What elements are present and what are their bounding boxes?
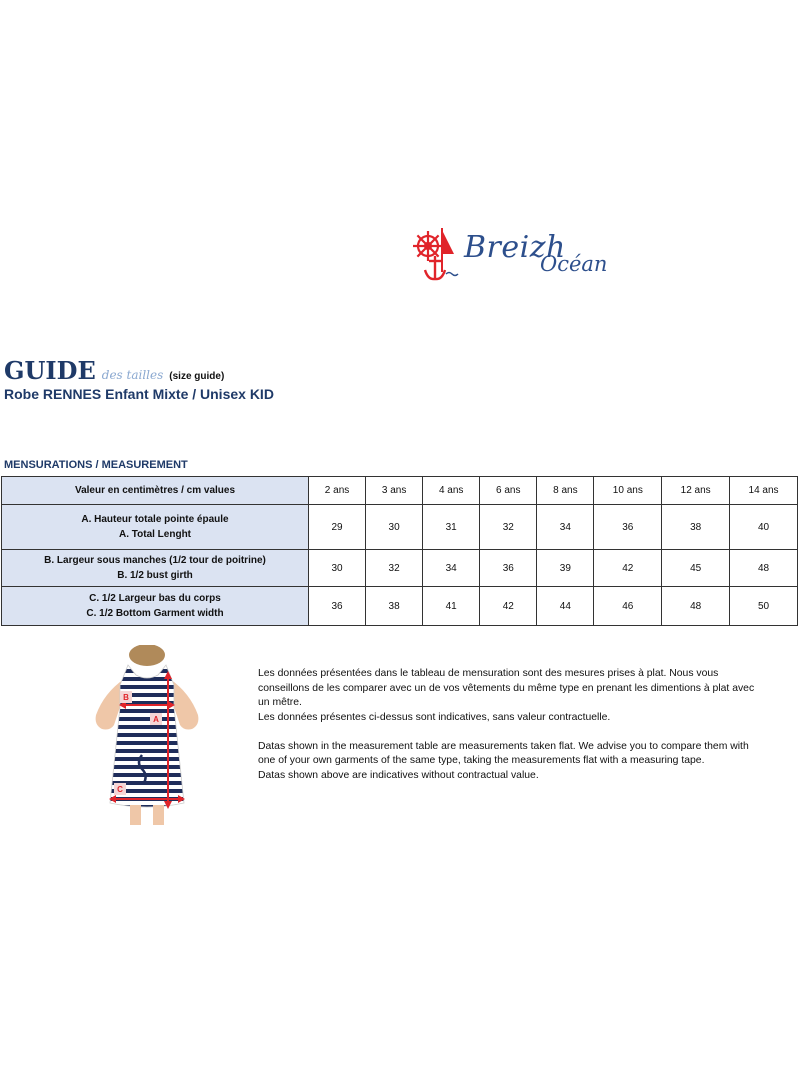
table-cell: 48 bbox=[662, 587, 730, 626]
table-cell: 41 bbox=[423, 587, 480, 626]
table-cell: 50 bbox=[730, 587, 798, 626]
table-cell: 29 bbox=[309, 505, 366, 550]
table-cell: 32 bbox=[480, 505, 537, 550]
note-en-2: Datas shown above are indicatives without contractual value. bbox=[258, 769, 539, 781]
table-row bbox=[2, 550, 798, 587]
table-cell: 34 bbox=[423, 550, 480, 587]
row-label bbox=[2, 505, 309, 550]
row-label bbox=[2, 587, 309, 626]
marker-c: C bbox=[117, 785, 123, 794]
table-cell: 42 bbox=[594, 550, 662, 587]
table-cell: 45 bbox=[662, 550, 730, 587]
row-label-fr: C. 1/2 Largeur bas du corps bbox=[89, 593, 221, 604]
table-cell: 42 bbox=[480, 587, 537, 626]
table-cell: 30 bbox=[366, 505, 423, 550]
guide-heading bbox=[4, 356, 224, 385]
row-label-en: C. 1/2 Bottom Garment width bbox=[86, 608, 224, 619]
hair-shape bbox=[129, 645, 165, 666]
table-cell: 40 bbox=[730, 505, 798, 550]
measurement-table bbox=[1, 476, 798, 626]
section-title: MENSURATIONS / MEASUREMENT bbox=[4, 459, 188, 471]
guide-title: GUIDE bbox=[4, 356, 96, 385]
table-cell: 31 bbox=[423, 505, 480, 550]
product-title: Robe RENNES Enfant Mixte / Unisex KID bbox=[4, 386, 274, 402]
size-header: 10 ans bbox=[594, 477, 662, 505]
row-label-en: A. Total Lenght bbox=[118, 529, 192, 540]
guide-subtitle: des tailles bbox=[101, 368, 164, 382]
table-cell: 32 bbox=[366, 550, 423, 587]
marker-b: B bbox=[123, 693, 129, 702]
brand-name-part1: Breizh bbox=[464, 230, 566, 265]
leg-shape bbox=[153, 805, 164, 825]
table-cell: 38 bbox=[662, 505, 730, 550]
brand-logo bbox=[408, 224, 628, 294]
table-cell: 34 bbox=[537, 505, 594, 550]
note-fr-1: Les données présentées dans le tableau de mensuration sont des mesures prises à plat. Nous vous conseillons de les comparer avec un de vos vêtements du même type en prenant les dimentions à plat avec un mêtre. bbox=[258, 668, 755, 708]
table-row bbox=[2, 505, 798, 550]
table-cell: 39 bbox=[537, 550, 594, 587]
row-label bbox=[2, 550, 309, 587]
size-header: 8 ans bbox=[537, 477, 594, 505]
dress-illustration bbox=[90, 645, 205, 825]
table-cell: 36 bbox=[309, 587, 366, 626]
leg-shape bbox=[130, 805, 141, 825]
dress-measurement-figure bbox=[90, 645, 205, 825]
size-header: 4 ans bbox=[423, 477, 480, 505]
size-header: 6 ans bbox=[480, 477, 537, 505]
header-label: Valeur en centimètres / cm values bbox=[2, 477, 309, 505]
note-en-1: Datas shown in the measurement table are measurements taken flat. We advise you to compare them with one of your own garments of the same type, taking the measurements flat with a measuring tape. bbox=[258, 740, 749, 766]
table-header-row bbox=[2, 477, 798, 505]
table-cell: 30 bbox=[309, 550, 366, 587]
size-notes bbox=[258, 667, 758, 783]
table-cell: 36 bbox=[594, 505, 662, 550]
row-label-fr: A. Hauteur totale pointe épaule bbox=[81, 514, 229, 525]
size-header: 14 ans bbox=[730, 477, 798, 505]
size-header: 3 ans bbox=[366, 477, 423, 505]
row-label-fr: B. Largeur sous manches (1/2 tour de poitrine) bbox=[44, 555, 266, 566]
table-cell: 46 bbox=[594, 587, 662, 626]
table-cell: 38 bbox=[366, 587, 423, 626]
note-fr-2: Les données présentes ci-dessus sont indicatives, sans valeur contractuelle. bbox=[258, 711, 611, 723]
size-header: 2 ans bbox=[309, 477, 366, 505]
ship-wheel-anchor-icon bbox=[408, 224, 464, 284]
guide-note: (size guide) bbox=[169, 371, 225, 382]
table-cell: 44 bbox=[537, 587, 594, 626]
table-cell: 48 bbox=[730, 550, 798, 587]
row-label-en: B. 1/2 bust girth bbox=[117, 570, 193, 581]
marker-a: A bbox=[153, 715, 159, 724]
table-cell: 36 bbox=[480, 550, 537, 587]
table-row bbox=[2, 587, 798, 626]
size-header: 12 ans bbox=[662, 477, 730, 505]
note-spacer bbox=[258, 725, 758, 740]
brand-name-part2: Océan bbox=[540, 252, 608, 276]
